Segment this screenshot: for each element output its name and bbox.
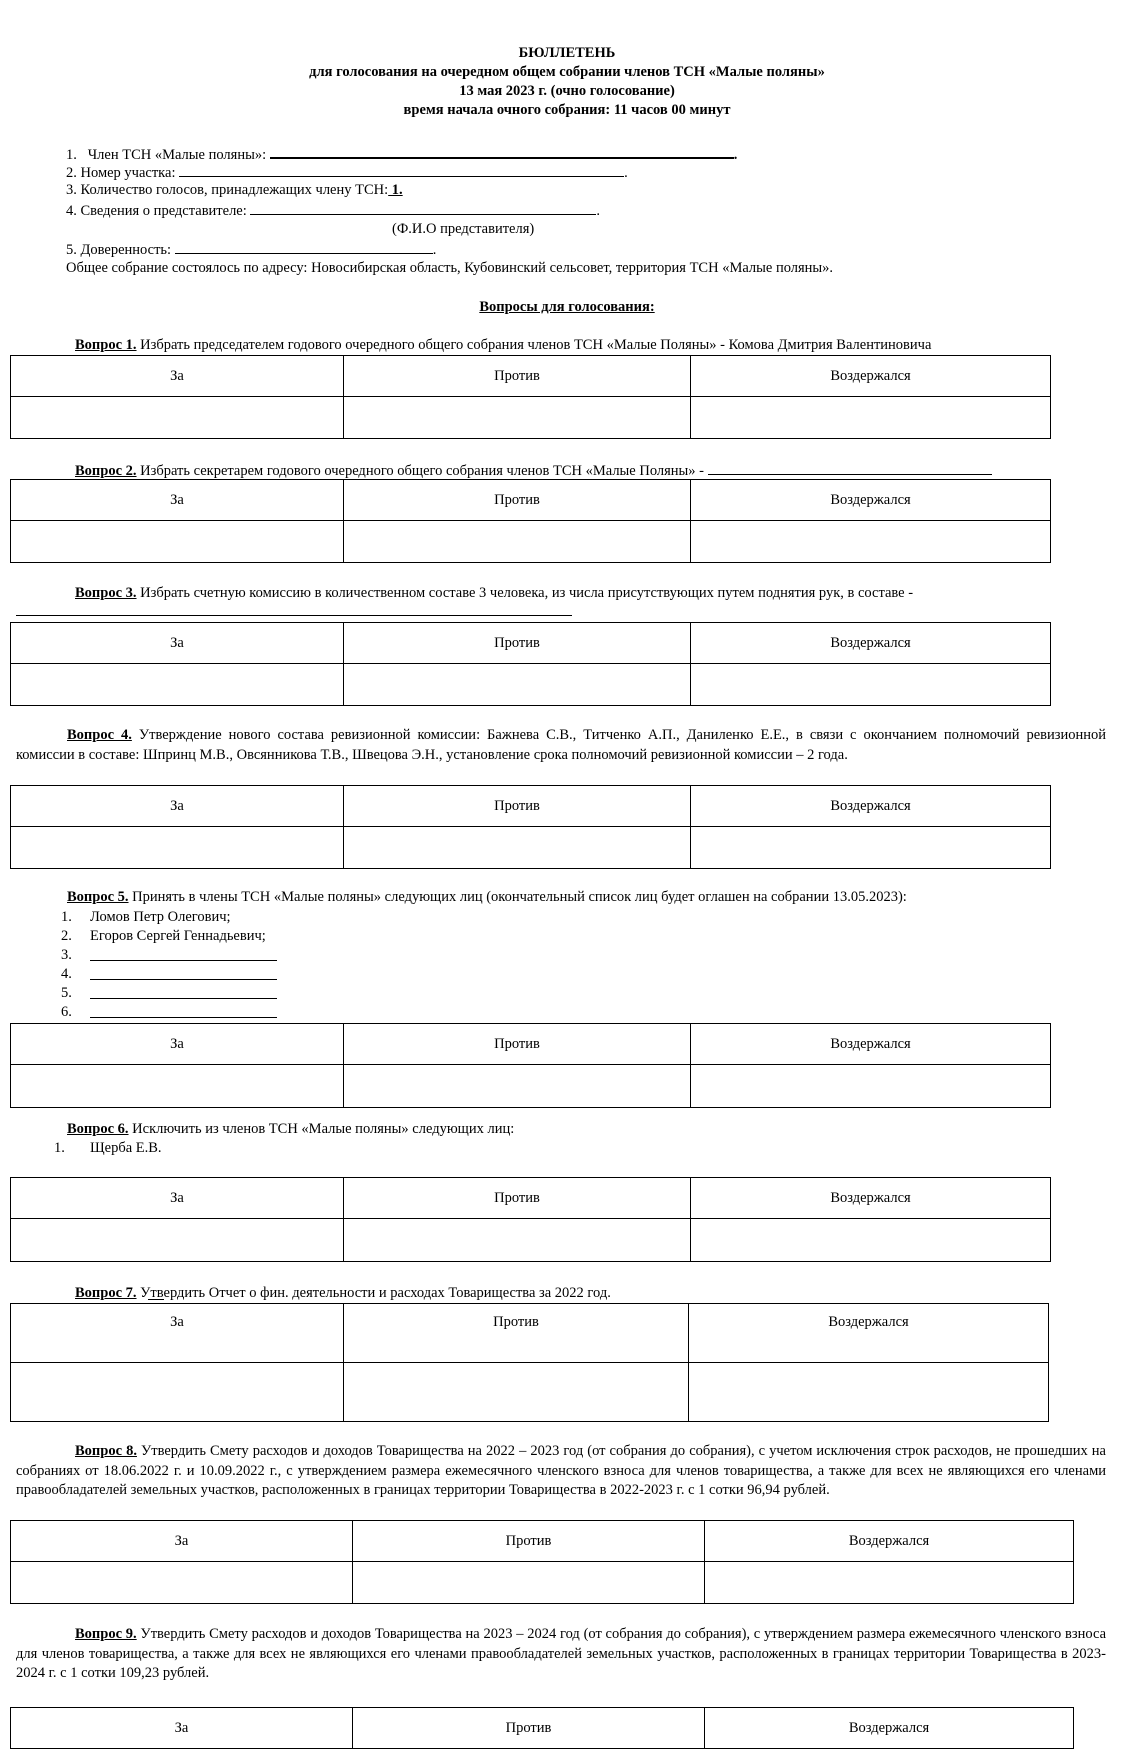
vote-abstain-label: Воздержался [691,1178,1051,1219]
list-item-blank[interactable] [90,946,277,961]
ballot-subtitle: для голосования на очередном общем собрании членов ТСН «Малые поляны» [309,64,825,80]
field-votes-label: 3. Количество голосов, принадлежащих члену ТСН: [66,182,389,198]
field-power-of-attorney-label: 5. Доверенность: [66,242,172,258]
list-item-number: 6. [61,1004,72,1020]
vote-table-2 [10,479,1051,563]
list-item-blank[interactable] [90,1003,277,1018]
field-plot-label: 2. Номер участка: [66,165,176,181]
vote-for-cell[interactable] [11,1363,344,1422]
question-2-number: Вопрос 2. [75,463,137,479]
question-1 [75,336,931,354]
question-5 [67,888,907,906]
question-2-blank[interactable] [708,460,992,475]
vote-against-label: Против [353,1708,705,1749]
vote-abstain-cell[interactable] [689,1363,1049,1422]
vote-abstain-label: Воздержался [705,1708,1074,1749]
vote-against-label: Против [344,786,691,827]
vote-for-label: За [11,480,344,521]
vote-for-label: За [11,786,344,827]
vote-abstain-cell[interactable] [691,1065,1051,1108]
field-votes-value: 1. [388,182,403,198]
field-member-blank[interactable] [270,143,734,159]
vote-against-label: Против [344,623,691,664]
vote-table-1 [10,355,1051,439]
list-item [61,965,72,983]
vote-for-cell[interactable] [11,1219,344,1262]
vote-for-label: За [11,356,344,397]
vote-abstain-cell[interactable] [691,664,1051,706]
question-3-text: Избрать счетную комиссию в количественном составе 3 человека, из числа присутствующих путем поднятия рук, в составе - [136,585,914,601]
question-8-text: Утвердить Смету расходов и доходов Товарищества на 2022 – 2023 год (от собрания до собрания), с учетом исключения строк расходов, не прошедших на собраниях от 18.06.2022 г. и 10.09.2022 г., с утверждением размера ежемесячного членского взноса для членов товарищества, а также для всех не являющихся его членами правообладателей земельных участков, расположенных в границах территории Товарищества в 2022-2023 г. с 1 сотки 96,94 рублей. [16,1443,1106,1498]
list-item [61,908,231,926]
vote-abstain-label: Воздержался [691,786,1051,827]
list-item [61,1003,72,1021]
vote-for-cell[interactable] [11,521,344,563]
question-6 [67,1120,514,1138]
vote-for-label: За [11,1708,353,1749]
list-item-number: 1. [54,1140,65,1156]
vote-abstain-label: Воздержался [705,1521,1074,1562]
vote-abstain-cell[interactable] [691,1219,1051,1262]
vote-abstain-cell[interactable] [691,521,1051,563]
vote-table-3 [10,622,1051,706]
vote-abstain-cell[interactable] [691,397,1051,439]
list-item-number: 5. [61,985,72,1001]
field-plot-blank[interactable] [179,162,624,177]
field-plot: 2. Номер участка: . [66,162,628,182]
question-1-text: Избрать председателем годового очередного общего собрания членов ТСН «Малые Поляны» - Комова Дмитрия Валентиновича [136,337,932,353]
vote-abstain-label: Воздержался [691,480,1051,521]
vote-against-cell[interactable] [344,397,691,439]
questions-heading: Вопросы для голосования: [479,299,655,315]
field-power-of-attorney-blank[interactable] [175,239,433,254]
field-representative-caption: (Ф.И.О представителя) [392,221,535,237]
vote-abstain-label: Воздержался [689,1304,1049,1363]
vote-against-cell[interactable] [344,521,691,563]
vote-against-cell[interactable] [344,1363,689,1422]
question-3 [16,584,1106,604]
question-4-text: Утверждение нового состава ревизионной комиссии: Бажнева С.В., Титченко А.П., Даниленко Е.Е., в связи с окончанием полномочий ревизионной комиссии в составе: Шпринц М.В., Овсянникова Т.В., Швецова Э.Н., установление срока полномочий ревизионной комиссии – 2 года. [16,727,1107,763]
vote-abstain-label: Воздержался [691,1024,1051,1065]
vote-against-label: Против [344,1178,691,1219]
ballot-start-time: время начала очного собрания: 11 часов 00 минут [403,102,731,118]
vote-for-label: За [11,1024,344,1065]
ballot-date: 13 мая 2023 г. (очно голосование) [459,83,675,99]
vote-against-cell[interactable] [344,1219,691,1262]
vote-for-label: За [11,623,344,664]
vote-for-cell[interactable] [11,1562,353,1604]
vote-abstain-cell[interactable] [691,827,1051,869]
question-4-number: Вопрос 4. [67,727,132,743]
vote-against-cell[interactable] [353,1562,705,1604]
question-7-text: Утвердить Отчет о фин. деятельности и расходах Товарищества за 2022 год. [136,1285,611,1301]
vote-against-label: Против [344,1024,691,1065]
list-item-name: Щерба Е.В. [90,1140,162,1156]
question-6-number: Вопрос 6. [67,1121,129,1137]
vote-table-4 [10,785,1051,869]
meeting-address: Общее собрание состоялось по адресу: Новосибирская область, Кубовинский сельсовет, территория ТСН «Малые поляны». [66,260,834,276]
question-5-text: Принять в члены ТСН «Малые поляны» следующих лиц (окончательный список лиц будет оглашен на собрании 13.05.2023): [128,889,907,905]
field-representative: 4. Сведения о представителе: . [66,200,600,220]
list-item-name: Егоров Сергей Геннадьевич; [90,928,266,944]
field-votes [66,181,403,199]
vote-table-7 [10,1303,1049,1422]
vote-table-8 [10,1520,1074,1604]
field-power-of-attorney: 5. Доверенность: . [66,239,436,259]
vote-against-cell[interactable] [344,664,691,706]
field-representative-blank[interactable] [250,200,596,215]
question-4 [16,726,1106,765]
list-item-number: 1. [61,909,72,925]
question-9-text: Утвердить Смету расходов и доходов Товарищества на 2023 – 2024 год (от собрания до собрания), с утверждением размера ежемесячного членского взноса для членов товарищества, а также для всех не являющихся его членами правообладателей земельных участков, расположенных в границах территории Товарищества в 2023-2024 г. с 1 сотки 109,23 рублей. [16,1626,1107,1681]
question-8-number: Вопрос 8. [75,1443,137,1459]
question-9-number: Вопрос 9. [75,1626,137,1642]
list-item-blank[interactable] [90,984,277,999]
question-2 [75,460,992,480]
question-7-underline [148,1299,164,1300]
field-member-number: 1. [66,147,77,163]
vote-for-cell[interactable] [11,1065,344,1108]
question-3-number: Вопрос 3. [75,585,137,601]
list-item [61,946,72,964]
vote-for-label: За [11,1178,344,1219]
question-3-blank[interactable] [16,615,572,616]
question-9 [16,1625,1106,1684]
field-member-label: Член ТСН «Малые поляны»: [87,147,267,163]
vote-for-label: За [11,1304,344,1363]
list-item-number: 2. [61,928,72,944]
vote-for-cell[interactable] [11,827,344,869]
list-item-number: 3. [61,947,72,963]
ballot-title: БЮЛЛЕТЕНЬ [518,45,616,61]
question-7-number: Вопрос 7. [75,1285,137,1301]
vote-against-label: Против [344,1304,689,1363]
vote-against-cell[interactable] [344,1065,691,1108]
question-2-text: Избрать секретарем годового очередного общего собрания членов ТСН «Малые Поляны» - [136,463,708,479]
vote-table-6 [10,1177,1051,1262]
vote-against-label: Против [344,480,691,521]
vote-for-cell[interactable] [11,664,344,706]
vote-against-label: Против [344,356,691,397]
question-8 [16,1442,1106,1501]
question-5-number: Вопрос 5. [67,889,129,905]
field-member: 1. Член ТСН «Малые поляны»: . [66,143,737,164]
list-item-blank[interactable] [90,965,277,980]
list-item-number: 4. [61,966,72,982]
vote-for-label: За [11,1521,353,1562]
vote-for-cell[interactable] [11,397,344,439]
list-item-name: Ломов Петр Олегович; [90,909,231,925]
vote-abstain-label: Воздержался [691,356,1051,397]
question-1-number: Вопрос 1. [75,337,137,353]
vote-against-cell[interactable] [344,827,691,869]
vote-table-9 [10,1707,1074,1749]
list-item [61,927,266,945]
list-item [54,1139,162,1157]
vote-abstain-label: Воздержался [691,623,1051,664]
vote-against-label: Против [353,1521,705,1562]
question-6-text: Исключить из членов ТСН «Малые поляны» следующих лиц: [128,1121,515,1137]
vote-table-5 [10,1023,1051,1108]
list-item [61,984,72,1002]
field-representative-label: 4. Сведения о представителе: [66,203,247,219]
vote-abstain-cell[interactable] [705,1562,1074,1604]
